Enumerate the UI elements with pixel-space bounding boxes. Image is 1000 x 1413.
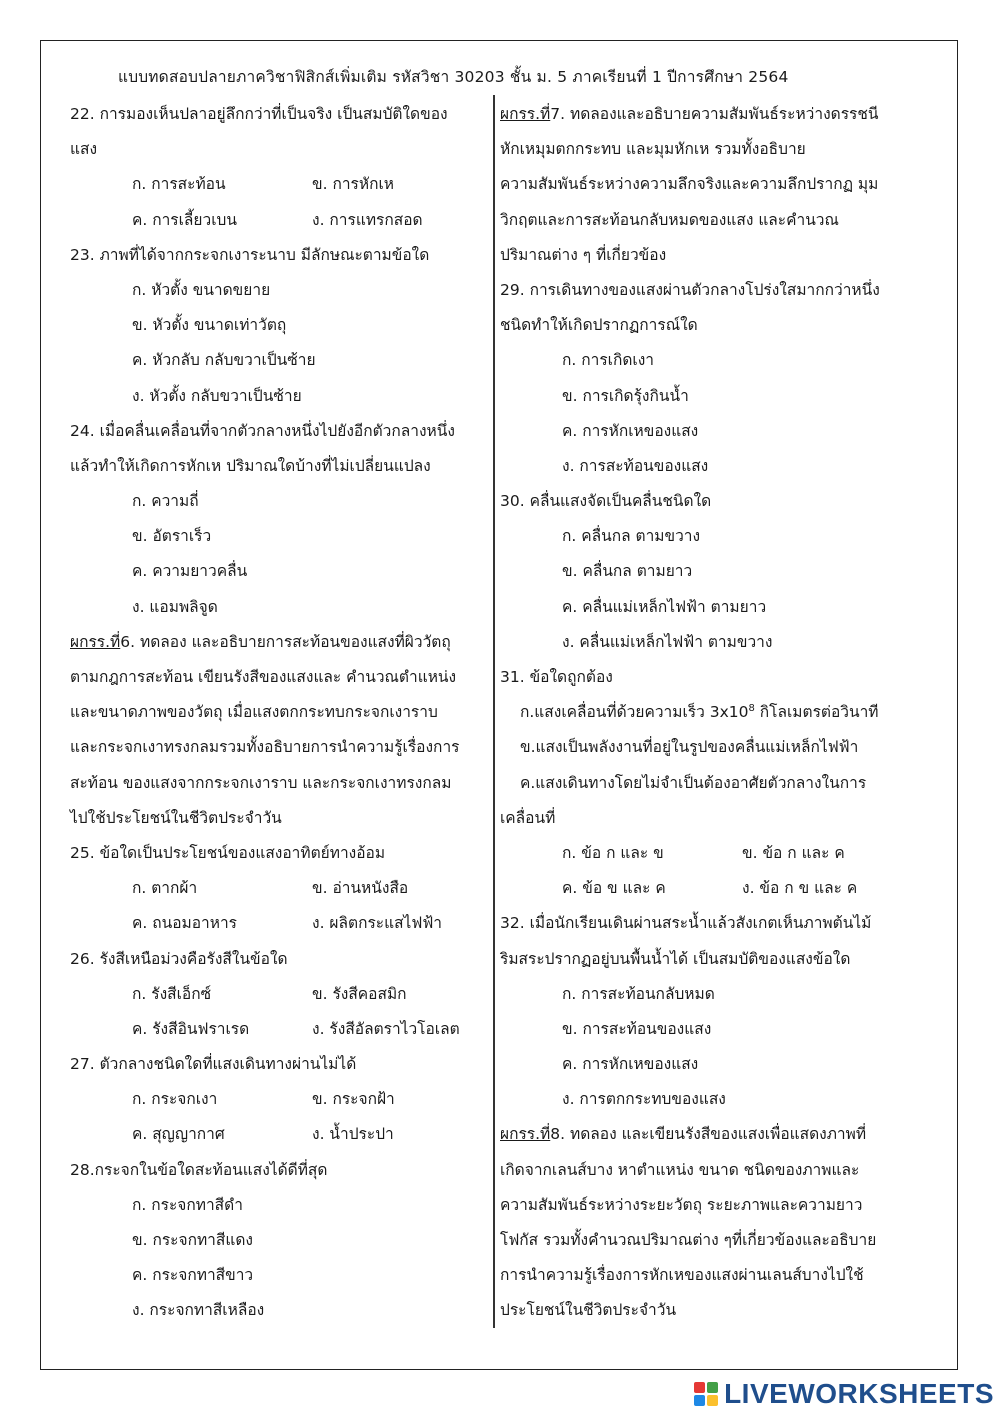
objective-text: 7. ทดลองและอธิบายความสัมพันธ์ระหว่างดรรชนี <box>550 105 879 123</box>
question-text: 30. คลื่นแสงจัดเป็นคลื่นชนิดใด <box>500 492 712 511</box>
question-text: แล้วทำให้เกิดการหักเห ปริมาณใดบ้างที่ไม่เปลี่ยนแปลง <box>70 456 431 475</box>
objective-text: ความสัมพันธ์ระหว่างความลึกจริงและความลึกปรากฏ มุม <box>500 175 879 194</box>
statement-2: ข.แสงเป็นพลังงานที่อยู่ในรูปของคลื่นแม่เหล็กไฟฟ้า <box>520 738 859 757</box>
objective-text: และกระจกเงาทรงกลมรวมทั้งอธิบายการนำความรู้เรื่องการ <box>70 738 460 757</box>
choice-b[interactable]: ข. ข้อ ก และ ค <box>742 843 845 862</box>
choice-b[interactable]: ข. อัตราเร็ว <box>132 527 212 546</box>
objective-text: วิกฤตและการสะท้อนกลับหมดของแสง และคำนวณ <box>500 210 839 229</box>
question-29 <box>500 273 910 484</box>
question-text: 31. ข้อใดถูกต้อง <box>500 668 613 686</box>
question-text: 24. เมื่อคลื่นเคลื่อนที่จากตัวกลางหนึ่งไปยังอีกตัวกลางหนึ่ง <box>70 421 455 440</box>
question-31 <box>500 660 910 906</box>
question-text: 32. เมื่อนักเรียนเดินผ่านสระน้ำแล้วสังเกตเห็นภาพต้นไม้ <box>500 914 872 933</box>
right-column <box>500 97 910 1329</box>
objective-text: หักเหมุมตกกระทบ และมุมหักเห รวมทั้งอธิบาย <box>500 140 806 159</box>
question-text: 25. ข้อใดเป็นประโยชน์ของแสงอาทิตย์ทางอ้อม <box>70 843 386 862</box>
objective-text: ความสัมพันธ์ระหว่างระยะวัตถุ ระยะภาพและความยาว <box>500 1195 863 1214</box>
choice-d[interactable]: ง. หัวตั้ง กลับขวาเป็นซ้าย <box>132 386 302 405</box>
choice-d[interactable]: ง. ข้อ ก ข และ ค <box>742 879 858 898</box>
choice-d[interactable]: ง. กระจกทาสีเหลือง <box>132 1301 265 1320</box>
objective-8 <box>500 1117 910 1328</box>
choice-a[interactable]: ก. การเกิดเงา <box>562 351 654 370</box>
choice-a[interactable]: ก. การสะท้อนกลับหมด <box>562 984 715 1003</box>
logo-badge-icon <box>694 1382 718 1406</box>
choice-b[interactable]: ข. อ่านหนังสือ <box>312 879 409 898</box>
choice-a[interactable]: ก. คลื่นกล ตามขวาง <box>562 527 701 546</box>
objective-text: ประโยชน์ในชีวิตประจำวัน <box>500 1301 677 1320</box>
objective-text: 8. ทดลอง และเขียนรังสีของแสงเพื่อแสดงภาพที่ <box>550 1125 867 1144</box>
choice-d[interactable]: ง. การตกกระทบของแสง <box>562 1090 726 1109</box>
choice-c[interactable]: ค. คลื่นแม่เหล็กไฟฟ้า ตามยาว <box>562 597 767 616</box>
choice-c[interactable]: ค. ถนอมอาหาร <box>132 914 237 933</box>
objective-label: ผกรร.ที่ <box>500 105 551 123</box>
question-32 <box>500 906 910 1117</box>
left-column <box>70 97 490 1329</box>
objective-text: โฟกัส รวมทั้งคำนวณปริมาณต่าง ๆที่เกี่ยวข้องและอธิบาย <box>500 1231 877 1249</box>
objective-label: ผกรร.ที่ <box>500 1125 551 1144</box>
liveworksheets-logo[interactable] <box>694 1378 994 1410</box>
choice-a[interactable]: ก. กระจกเงา <box>132 1090 218 1109</box>
question-text: ชนิดทำให้เกิดปรากฏการณ์ใด <box>500 316 698 335</box>
objective-text: เกิดจากเลนส์บาง หาตำแหน่ง ขนาด ชนิดของภาพและ <box>500 1160 860 1179</box>
objective-text: การนำความรู้เรื่องการหักเหของแสงผ่านเลนส์บางไปใช้ <box>500 1266 864 1285</box>
question-text: 26. รังสีเหนือม่วงคือรังสีในข้อใด <box>70 949 288 968</box>
question-text: 28.กระจกในข้อใดสะท้อนแสงได้ดีที่สุด <box>70 1160 328 1179</box>
objective-text: ตามกฎการสะท้อน เขียนรังสีของแสงและ คำนวณตำแหน่ง <box>70 668 457 686</box>
page-header: แบบทดสอบปลายภาควิชาฟิสิกส์เพิ่มเติม รหัสวิชา 30203 ชั้น ม. 5 ภาคเรียนที่ 1 ปีการศึกษา 2564 <box>118 68 789 86</box>
column-divider <box>493 95 495 1328</box>
question-27 <box>70 1047 490 1153</box>
choice-d[interactable]: ง. แอมพลิจูด <box>132 597 218 616</box>
choice-b[interactable]: ข. การหักเห <box>312 175 394 194</box>
choice-a[interactable]: ก. กระจกทาสีดำ <box>132 1195 243 1214</box>
exponent: 8 <box>748 703 755 715</box>
choice-a[interactable]: ก. ข้อ ก และ ข <box>562 843 664 862</box>
objective-7 <box>500 97 910 273</box>
choice-b[interactable]: ข. กระจกทาสีแดง <box>132 1231 253 1249</box>
choice-b[interactable]: ข. การเกิดรุ้งกินน้ำ <box>562 386 689 405</box>
logo-text: LIVEWORKSHEETS <box>724 1378 994 1409</box>
question-text: 27. ตัวกลางชนิดใดที่แสงเดินทางผ่านไม่ได้ <box>70 1055 357 1074</box>
choice-b[interactable]: ข. รังสีคอสมิก <box>312 984 407 1003</box>
choice-a[interactable]: ก. การสะท้อน <box>132 175 226 194</box>
choice-a[interactable]: ก. ตากผ้า <box>132 879 198 898</box>
choice-d[interactable]: ง. ผลิตกระแสไฟฟ้า <box>312 914 443 933</box>
choice-c[interactable]: ค. กระจกทาสีขาว <box>132 1266 254 1285</box>
choice-c[interactable]: ค. รังสีอินฟราเรด <box>132 1019 250 1038</box>
choice-c[interactable]: ค. การเลี้ยวเบน <box>132 210 237 229</box>
objective-text: สะท้อน ของแสงจากกระจกเงาราบ และกระจกเงาทรงกลม <box>70 773 452 792</box>
question-text: ริมสระปรากฏอยู่บนพื้นน้ำได้ เป็นสมบัติของแสงข้อใด <box>500 949 851 968</box>
question-text: 22. การมองเห็นปลาอยู่ลึกกว่าที่เป็นจริง เป็นสมบัติใดของ <box>70 105 448 123</box>
question-23 <box>70 238 490 414</box>
choice-a[interactable]: ก. ความถี่ <box>132 492 199 511</box>
choice-b[interactable]: ข. การสะท้อนของแสง <box>562 1019 712 1038</box>
question-text: แสง <box>70 140 98 159</box>
choice-a[interactable]: ก. รังสีเอ็กซ์ <box>132 984 212 1003</box>
choice-a[interactable]: ก. หัวตั้ง ขนาดขยาย <box>132 280 271 299</box>
question-30 <box>500 484 910 660</box>
question-text: 23. ภาพที่ได้จากกระจกเงาระนาบ มีลักษณะตามข้อใด <box>70 245 430 264</box>
statement-3: ค.แสงเดินทางโดยไม่จำเป็นต้องอาศัยตัวกลางในการ <box>520 773 867 792</box>
choice-b[interactable]: ข. หัวตั้ง ขนาดเท่าวัตถุ <box>132 316 287 335</box>
choice-c[interactable]: ค. การหักเหของแสง <box>562 1055 699 1074</box>
objective-text: ไปใช้ประโยชน์ในชีวิตประจำวัน <box>70 808 282 827</box>
objective-label: ผกรร.ที่ <box>70 632 121 651</box>
choice-d[interactable]: ง. รังสีอัลตราไวโอเลต <box>312 1019 460 1038</box>
choice-d[interactable]: ง. น้ำประปา <box>312 1125 394 1144</box>
question-25 <box>70 836 490 942</box>
statement-1: ก.แสงเคลื่อนที่ด้วยความเร็ว $3x10^8$ กิโลเมตรต่อวินาที <box>520 703 879 722</box>
choice-d[interactable]: ง. การแทรกสอด <box>312 210 423 229</box>
choice-d[interactable]: ง. การสะท้อนของแสง <box>562 456 709 475</box>
choice-b[interactable]: ข. คลื่นกล ตามยาว <box>562 562 693 581</box>
choice-b[interactable]: ข. กระจกฝ้า <box>312 1090 395 1109</box>
choice-c[interactable]: ค. การหักเหของแสง <box>562 421 699 440</box>
choice-d[interactable]: ง. คลื่นแม่เหล็กไฟฟ้า ตามขวาง <box>562 632 773 651</box>
choice-c[interactable]: ค. สุญญากาศ <box>132 1125 225 1144</box>
objective-text: และขนาดภาพของวัตถุ เมื่อแสงตกกระทบกระจกเงาราบ <box>70 703 438 722</box>
statement-3-cont: เคลื่อนที่ <box>500 808 556 827</box>
objective-6 <box>70 625 490 836</box>
choice-c[interactable]: ค. ความยาวคลื่น <box>132 562 248 581</box>
question-26 <box>70 942 490 1048</box>
question-text: 29. การเดินทางของแสงผ่านตัวกลางโปร่งใสมากกว่าหนึ่ง <box>500 280 880 299</box>
objective-text: ปริมาณต่าง ๆ ที่เกี่ยวข้อง <box>500 245 667 264</box>
question-28 <box>70 1153 490 1329</box>
question-22 <box>70 97 490 238</box>
choice-c[interactable]: ค. หัวกลับ กลับขวาเป็นซ้าย <box>132 351 316 370</box>
choice-c[interactable]: ค. ข้อ ข และ ค <box>562 879 666 898</box>
objective-text: 6. ทดลอง และอธิบายการสะท้อนของแสงที่ผิววัตถุ <box>120 632 451 651</box>
question-24 <box>70 414 490 625</box>
